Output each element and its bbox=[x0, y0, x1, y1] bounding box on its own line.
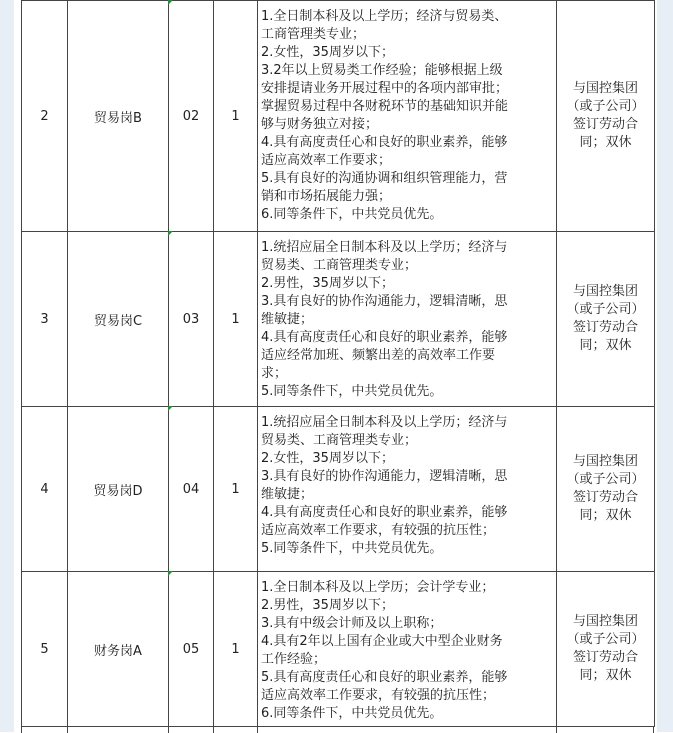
requirement-line: 3.具有中级会计师及以上职称； bbox=[261, 616, 443, 631]
requirements-cell bbox=[258, 1, 557, 232]
position-name: 贸易岗D bbox=[68, 407, 169, 572]
requirement-line: 适应高效率工作要求，有较强的抗压性； bbox=[261, 523, 496, 538]
requirement-line: 2.女性，35周岁以下； bbox=[261, 451, 394, 466]
requirement-line: 适应高效率工作要求，有较强的抗压性； bbox=[261, 688, 496, 703]
row-number: 2 bbox=[22, 1, 68, 232]
position-code: 03 bbox=[169, 232, 214, 407]
requirement-line: 3.具有良好的协作沟通能力，逻辑清晰，思 bbox=[261, 294, 508, 309]
position-code: 05 bbox=[169, 572, 214, 727]
requirement-line: 销和市场拓展能力强； bbox=[261, 189, 392, 204]
row-number: 5 bbox=[22, 572, 68, 727]
requirement-line: 4.具有高度责任心和良好的职业素养，能够 bbox=[261, 135, 508, 150]
contract-note: 与国控集团 （或子公司） 签订劳动合 同；双休 bbox=[557, 572, 655, 727]
requirement-line: 2.男性，35周岁以下； bbox=[261, 598, 394, 613]
headcount: 1 bbox=[214, 407, 258, 572]
row-number: 3 bbox=[22, 232, 68, 407]
requirement-line: 维敏捷； bbox=[261, 312, 314, 327]
requirement-line: 6.同等条件下，中共党员优先。 bbox=[261, 706, 443, 721]
table-row bbox=[22, 572, 655, 727]
requirement-line: 1.统招应届全日制本科及以上学历；经济与 bbox=[261, 240, 508, 255]
position-name: 贸易岗B bbox=[68, 1, 169, 232]
requirement-line: 2.男性，35周岁以下； bbox=[261, 276, 394, 291]
headcount: 1 bbox=[214, 232, 258, 407]
left-margin bbox=[0, 0, 14, 732]
right-margin bbox=[657, 0, 673, 732]
requirement-line: 1.全日制本科及以上学历；会计学专业； bbox=[261, 580, 495, 595]
position-name: 贸易岗C bbox=[68, 232, 169, 407]
requirement-line: 5.具有高度责任心和良好的职业素养，能够 bbox=[261, 670, 508, 685]
requirement-line: 维敏捷； bbox=[261, 487, 314, 502]
requirement-line: 够与财务独立对接； bbox=[261, 117, 379, 132]
requirement-line: 5.具有良好的沟通协调和组织管理能力，营 bbox=[261, 171, 508, 186]
position-code: 04 bbox=[169, 407, 214, 572]
requirement-line: 安排提请业务开展过程中的各项内部审批； bbox=[261, 81, 509, 96]
table-row bbox=[22, 1, 655, 232]
comment-marker bbox=[168, 406, 173, 411]
job-table bbox=[21, 0, 655, 727]
requirement-line: 求； bbox=[261, 366, 288, 381]
requirement-line: 4.具有高度责任心和良好的职业素养，能够 bbox=[261, 330, 508, 345]
requirement-line: 4.具有高度责任心和良好的职业素养，能够 bbox=[261, 505, 508, 520]
requirement-line: 5.同等条件下，中共党员优先。 bbox=[261, 384, 443, 399]
row-number: 4 bbox=[22, 407, 68, 572]
requirement-line: 贸易类、工商管理类专业； bbox=[261, 433, 418, 448]
contract-note: 与国控集团 （或子公司） 签订劳动合 同；双休 bbox=[557, 1, 655, 232]
requirement-line: 2.女性，35周岁以下； bbox=[261, 45, 394, 60]
requirement-line: 贸易类、工商管理类专业； bbox=[261, 258, 418, 273]
requirement-line: 4.具有2年以上国有企业或大中型企业财务 bbox=[261, 634, 503, 649]
comment-marker bbox=[168, 231, 173, 236]
requirement-line: 5.同等条件下，中共党员优先。 bbox=[261, 541, 443, 556]
requirement-line: 适应经常加班、频繁出差的高效率工作要 bbox=[261, 348, 496, 363]
requirement-line: 适应高效率工作要求； bbox=[261, 153, 392, 168]
requirements-cell bbox=[258, 232, 557, 407]
requirement-line: 1.统招应届全日制本科及以上学历；经济与 bbox=[261, 415, 508, 430]
requirement-line: 掌握贸易过程中各财税环节的基础知识并能 bbox=[261, 99, 509, 114]
requirements-cell bbox=[258, 407, 557, 572]
position-code: 02 bbox=[169, 1, 214, 232]
table-row bbox=[22, 232, 655, 407]
headcount: 1 bbox=[214, 1, 258, 232]
requirement-line: 3.2年以上贸易类工作经验；能够根据上级 bbox=[261, 63, 503, 78]
requirements-cell bbox=[258, 572, 557, 727]
requirement-line: 1.全日制本科及以上学历；经济与贸易类、 bbox=[261, 9, 508, 24]
headcount: 1 bbox=[214, 572, 258, 727]
comment-marker bbox=[168, 571, 173, 576]
requirement-line: 3.具有良好的协作沟通能力，逻辑清晰，思 bbox=[261, 469, 508, 484]
contract-note: 与国控集团 （或子公司） 签订劳动合 同；双休 bbox=[557, 232, 655, 407]
table-row bbox=[22, 407, 655, 572]
requirement-line: 工商管理类专业； bbox=[261, 27, 366, 42]
position-name: 财务岗A bbox=[68, 572, 169, 727]
requirement-line: 工作经验； bbox=[261, 652, 327, 667]
comment-marker bbox=[168, 0, 173, 5]
requirement-line: 6.同等条件下，中共党员优先。 bbox=[261, 207, 443, 222]
contract-note: 与国控集团 （或子公司） 签订劳动合 同；双休 bbox=[557, 407, 655, 572]
